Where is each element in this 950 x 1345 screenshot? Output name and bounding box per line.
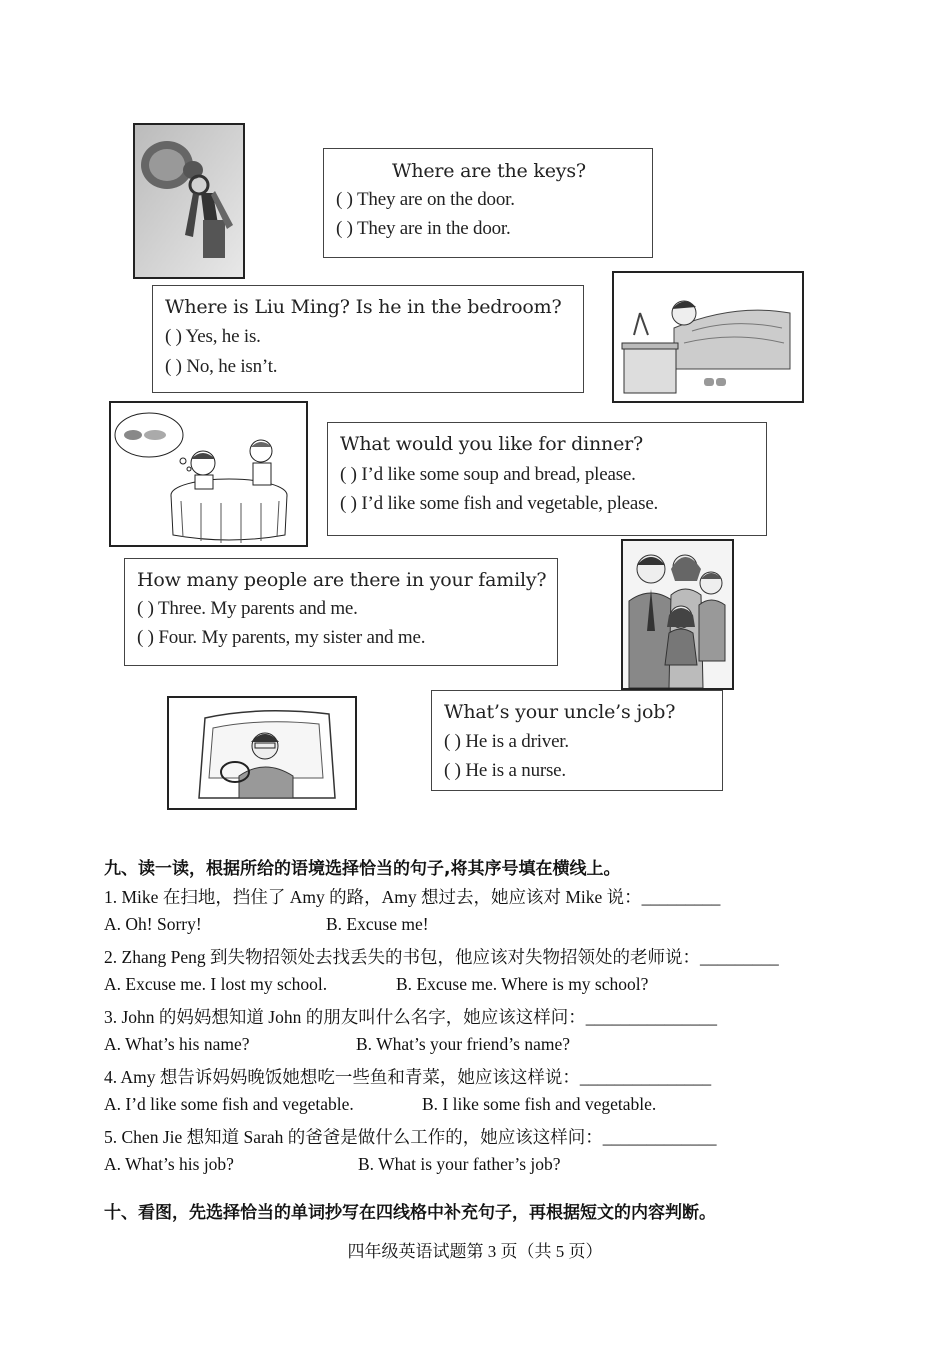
option-a[interactable]: A. What’s his name?	[104, 1034, 250, 1054]
option-b[interactable]: B. What’s your friend’s name?	[356, 1034, 570, 1054]
option-b[interactable]: B. Excuse me. Where is my school?	[396, 974, 649, 994]
page-footer: 四年级英语试题第 3 页（共 5 页）	[347, 1242, 603, 1261]
question-text: What’s your uncle’s job?	[444, 701, 676, 723]
answer-option[interactable]: ( ) I’d like some fish and vegetable, please.	[340, 493, 659, 514]
answer-option[interactable]: ( ) Yes, he is.	[165, 326, 261, 347]
answer-option[interactable]: ( ) Three. My parents and me.	[137, 598, 358, 619]
option-b[interactable]: B. Excuse me!	[326, 914, 429, 934]
question-1[interactable]: 1. Mike 在扫地，挡住了 Amy 的路，Amy 想过去，她应该对 Mike 说：_________	[104, 887, 721, 907]
option-a[interactable]: A. What’s his job?	[104, 1154, 234, 1174]
keys-picture	[133, 123, 245, 279]
answer-option[interactable]: ( ) No, he isn’t.	[165, 356, 278, 377]
family-picture	[621, 539, 734, 690]
answer-row-3	[104, 1034, 704, 1055]
question-box-bedroom	[152, 285, 584, 393]
answer-option[interactable]: ( ) I’d like some soup and bread, please.	[340, 464, 636, 485]
option-a[interactable]: A. I’d like some fish and vegetable.	[104, 1094, 354, 1114]
answer-row-1	[104, 914, 704, 935]
answer-row-4	[104, 1094, 754, 1115]
question-text: What would you like for dinner?	[340, 433, 644, 455]
answer-option[interactable]: ( ) They are on the door.	[336, 189, 515, 210]
question-box-dinner	[327, 422, 767, 536]
dinner-picture	[109, 401, 308, 547]
question-box-job	[431, 690, 723, 791]
section-10-title: 十、看图，先选择恰当的单词抄写在四线格中补充句子，再根据短文的内容判断。	[104, 1203, 716, 1223]
question-text: Where is Liu Ming? Is he in the bedroom?	[165, 296, 562, 318]
section-9-title: 九、读一读，根据所给的语境选择恰当的句子,将其序号填在横线上。	[104, 859, 621, 879]
option-a[interactable]: A. Oh! Sorry!	[104, 914, 202, 934]
bedroom-picture	[612, 271, 804, 403]
answer-option[interactable]: ( ) He is a driver.	[444, 731, 569, 752]
option-b[interactable]: B. What is your father’s job?	[358, 1154, 561, 1174]
option-b[interactable]: B. I like some fish and vegetable.	[422, 1094, 657, 1114]
question-3[interactable]: 3. John 的妈妈想知道 John 的朋友叫什么名字，她应该这样问：_______________	[104, 1007, 717, 1027]
question-box-family	[124, 558, 558, 666]
driver-picture	[167, 696, 357, 810]
question-box-keys	[323, 148, 653, 258]
answer-option[interactable]: ( ) He is a nurse.	[444, 760, 566, 781]
question-5[interactable]: 5. Chen Jie 想知道 Sarah 的爸爸是做什么工作的，她应该这样问：_____________	[104, 1127, 717, 1147]
answer-row-5	[104, 1154, 704, 1175]
answer-row-2	[104, 974, 704, 995]
question-2[interactable]: 2. Zhang Peng 到失物招领处去找丢失的书包，他应该对失物招领处的老师说：_________	[104, 947, 779, 967]
question-text: How many people are there in your family?	[137, 569, 547, 591]
answer-option[interactable]: ( ) Four. My parents, my sister and me.	[137, 627, 426, 648]
option-a[interactable]: A. Excuse me. I lost my school.	[104, 974, 328, 994]
question-text: Where are the keys?	[392, 160, 586, 182]
question-4[interactable]: 4. Amy 想告诉妈妈晚饭她想吃一些鱼和青菜，她应该这样说：_______________	[104, 1067, 712, 1087]
answer-option[interactable]: ( ) They are in the door.	[336, 218, 511, 239]
